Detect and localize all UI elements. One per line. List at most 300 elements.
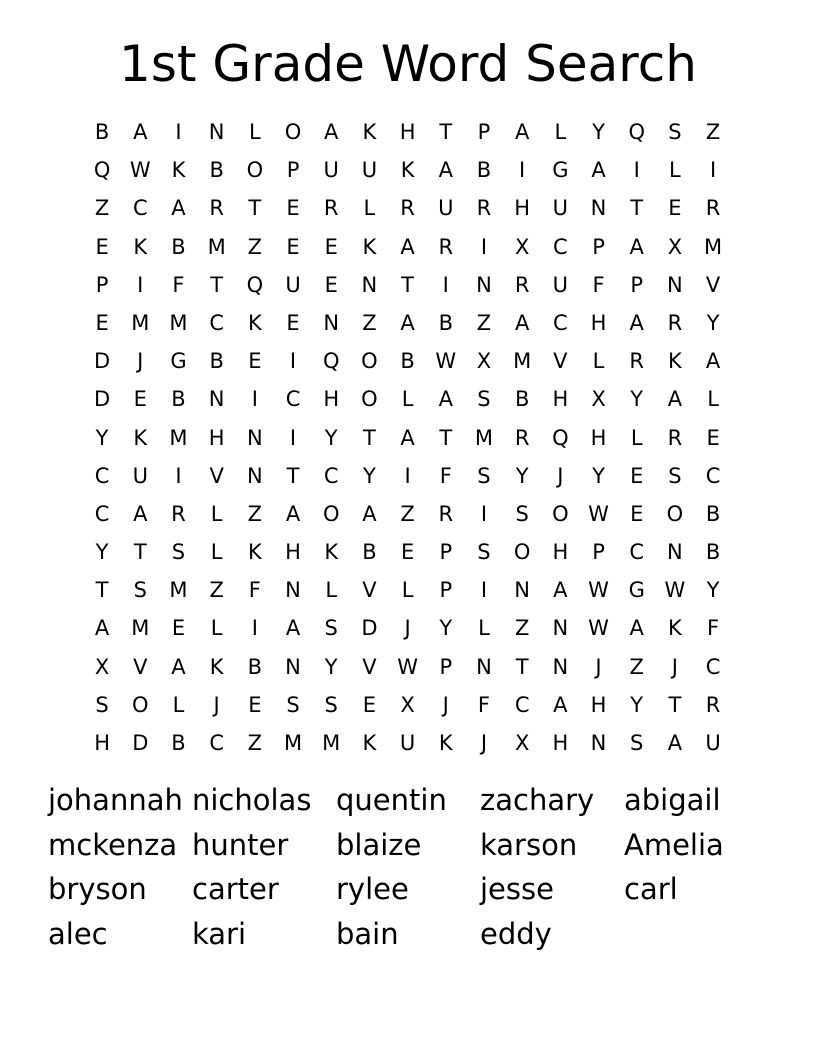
grid-letter: E (400, 540, 415, 565)
grid-letter: C (514, 692, 530, 717)
grid-letter: O (132, 692, 149, 717)
letter-grid (83, 113, 732, 762)
grid-letter: E (171, 616, 186, 641)
grid-letter: L (210, 540, 223, 565)
grid-letter: A (285, 501, 301, 526)
grid-letter: C (629, 540, 645, 565)
grid-letter: A (285, 616, 301, 641)
grid-letter: A (629, 616, 644, 641)
grid-letter: Q (93, 158, 111, 183)
grid-letter: B (209, 349, 224, 374)
grid-letter: H (323, 387, 340, 412)
grid-letter: E (95, 234, 109, 259)
grid-letter: Y (592, 463, 605, 488)
grid-letter: Q (552, 425, 569, 450)
grid-letter: T (286, 463, 300, 488)
grid-letter: B (247, 654, 263, 679)
grid-letter: B (94, 120, 110, 144)
grid-letter: L (401, 578, 414, 603)
grid-letter: L (478, 616, 490, 641)
grid-letter: Y (706, 310, 720, 335)
grid-letter: X (400, 692, 415, 717)
grid-letter: Q (322, 349, 340, 374)
grid-letter: E (286, 310, 300, 335)
grid-letter: Z (247, 731, 263, 755)
grid-letter: S (668, 120, 682, 144)
word-list-item: quentin (336, 783, 447, 817)
grid-letter: S (286, 692, 300, 717)
grid-letter: I (633, 158, 640, 183)
grid-letter: H (399, 120, 416, 144)
grid-letter: T (515, 654, 529, 679)
grid-letter: C (705, 463, 721, 488)
grid-letter: G (628, 578, 645, 603)
grid-letter: M (283, 731, 303, 755)
grid-letter: K (362, 120, 377, 144)
grid-letter: P (477, 120, 491, 144)
grid-letter: Z (400, 501, 415, 526)
grid-letter: N (590, 196, 607, 221)
grid-letter: A (514, 310, 530, 335)
grid-letter: Y (95, 540, 109, 565)
grid-letter: I (442, 272, 449, 297)
grid-letter: B (171, 234, 186, 259)
grid-letter: A (362, 501, 377, 526)
grid-letter: M (207, 234, 226, 259)
grid-letter: W (588, 578, 609, 603)
grid-letter: H (208, 425, 225, 450)
grid-letter: N (285, 578, 301, 603)
grid-letter: J (404, 616, 411, 641)
grid-letter: R (476, 196, 492, 221)
grid-letter: J (442, 692, 449, 717)
grid-letter: Y (630, 387, 644, 412)
grid-letter: R (705, 692, 721, 717)
word-list-item: eddy (480, 916, 552, 951)
word-list-item: johannah (48, 783, 183, 817)
grid-letter: B (514, 387, 530, 412)
grid-letter: Y (362, 463, 376, 488)
grid-letter: F (172, 272, 185, 297)
grid-letter: O (322, 501, 340, 526)
grid-letter: S (515, 501, 529, 526)
grid-letter: P (95, 272, 109, 297)
grid-letter: P (439, 578, 453, 603)
grid-letter: I (480, 501, 488, 526)
grid-letter: O (552, 501, 569, 526)
grid-letter: X (667, 234, 683, 259)
grid-letter: V (362, 578, 377, 603)
grid-letter: H (590, 425, 607, 450)
grid-letter: Z (94, 196, 110, 221)
grid-letter: T (401, 272, 414, 297)
grid-letter: H (285, 540, 301, 565)
grid-letter: E (630, 501, 644, 526)
grid-letter: K (133, 234, 148, 259)
grid-letter: B (171, 387, 186, 412)
grid-letter: E (133, 387, 147, 412)
grid-letter: S (95, 692, 109, 717)
grid-letter: N (590, 731, 607, 755)
grid-letter: A (667, 731, 683, 755)
grid-letter: I (251, 616, 258, 641)
grid-letter: P (439, 540, 453, 565)
grid-letter: U (399, 731, 416, 755)
grid-letter: V (553, 349, 568, 374)
grid-letter: Y (439, 616, 453, 641)
grid-letter: B (438, 310, 453, 335)
grid-letter: S (477, 463, 491, 488)
grid-letter: E (286, 196, 300, 221)
grid-letter: M (169, 310, 188, 335)
grid-letter: K (247, 310, 262, 335)
grid-letter: J (595, 654, 602, 679)
word-list-item: bain (336, 916, 399, 951)
grid-letter: W (129, 158, 151, 183)
grid-letter: Y (324, 425, 338, 450)
word-list-item: carl (624, 872, 678, 906)
grid-letter: A (438, 158, 453, 183)
grid-letter: B (476, 158, 492, 183)
grid-letter: Y (630, 692, 644, 717)
grid-letter: O (284, 120, 302, 144)
word-list-item: blaize (336, 827, 422, 862)
grid-letter: A (400, 310, 415, 335)
grid-letter: A (133, 501, 148, 526)
grid-letter: K (400, 158, 415, 183)
grid-letter: Y (324, 654, 338, 679)
grid-letter: P (439, 654, 453, 679)
grid-letter: Z (209, 578, 224, 603)
page-title: 1st Grade Word Search (119, 35, 697, 93)
grid-letter: E (324, 234, 338, 259)
grid-letter: B (362, 540, 377, 565)
grid-letter: H (552, 731, 569, 755)
grid-letter: A (591, 158, 606, 183)
grid-letter: X (476, 349, 492, 374)
grid-letter: D (132, 731, 149, 755)
word-list-item: bryson (48, 872, 147, 906)
grid-letter: A (324, 120, 339, 144)
grid-letter: K (668, 349, 682, 374)
grid-letter: C (132, 196, 148, 221)
grid-letter: R (705, 196, 721, 221)
grid-letter: H (552, 387, 569, 412)
grid-letter: T (439, 425, 453, 450)
grid-letter: W (435, 349, 457, 374)
grid-letter: L (248, 120, 261, 144)
grid-letter: K (362, 731, 377, 755)
grid-letter: N (552, 616, 569, 641)
grid-letter: C (209, 310, 224, 335)
grid-letter: X (514, 731, 530, 755)
word-list-item: hunter (192, 827, 289, 862)
word-list-item: Amelia (624, 827, 724, 862)
grid-letter: I (519, 158, 526, 183)
grid-letter: I (289, 425, 297, 450)
grid-letter: V (209, 463, 224, 488)
grid-letter: G (552, 158, 569, 183)
grid-letter: F (707, 616, 720, 641)
grid-letter: P (630, 272, 644, 297)
grid-letter: I (251, 387, 258, 412)
grid-letter: B (400, 349, 415, 374)
grid-letter: O (666, 501, 684, 526)
grid-letter: A (514, 120, 530, 144)
grid-letter: Y (95, 425, 109, 450)
grid-letter: I (289, 349, 297, 374)
grid-letter: N (476, 654, 492, 679)
grid-letter: K (209, 654, 224, 679)
grid-letter: Z (247, 234, 263, 259)
word-list-item: kari (192, 916, 247, 951)
grid-letter: U (132, 463, 148, 488)
grid-letter: A (400, 425, 415, 450)
grid-letter: K (247, 540, 262, 565)
grid-letter: I (175, 120, 182, 144)
grid-letter: I (480, 234, 488, 259)
word-list-item: karson (480, 827, 578, 862)
grid-letter: T (133, 540, 147, 565)
grid-letter: R (667, 310, 683, 335)
grid-letter: J (480, 731, 488, 755)
grid-letter: X (94, 654, 110, 679)
grid-letter: U (361, 158, 378, 183)
word-list-item: mckenza (48, 827, 178, 862)
grid-letter: S (171, 540, 186, 565)
grid-letter: H (590, 310, 607, 335)
grid-letter: B (209, 158, 224, 183)
word-list-item: nicholas (192, 783, 312, 817)
grid-letter: K (362, 234, 377, 259)
grid-letter: C (285, 387, 301, 412)
grid-letter: N (667, 540, 683, 565)
grid-letter: A (553, 692, 568, 717)
word-list-item: jesse (480, 872, 554, 906)
word-list-item: carter (192, 872, 279, 906)
grid-letter: F (248, 578, 261, 603)
grid-letter: B (705, 501, 721, 526)
grid-letter: V (133, 654, 148, 679)
grid-letter: B (171, 731, 186, 755)
grid-letter: T (95, 578, 109, 603)
grid-letter: R (400, 196, 415, 221)
grid-letter: L (172, 692, 185, 717)
grid-letter: J (137, 349, 144, 374)
grid-letter: H (514, 196, 531, 221)
grid-letter: N (476, 272, 492, 297)
grid-letter: R (209, 196, 224, 221)
grid-letter: L (325, 578, 338, 603)
grid-letter: P (592, 540, 605, 565)
grid-letter: K (324, 540, 339, 565)
grid-letter: E (324, 272, 338, 297)
grid-letter: F (439, 463, 452, 488)
grid-letter: O (513, 540, 531, 565)
grid-letter: Z (705, 120, 721, 144)
grid-letter: H (590, 692, 607, 717)
word-list-item: zachary (480, 783, 595, 817)
grid-letter: A (94, 616, 110, 641)
grid-letter: X (591, 387, 606, 412)
grid-letter: U (552, 196, 569, 221)
grid-letter: T (362, 425, 376, 450)
grid-letter: S (324, 692, 338, 717)
grid-letter: L (554, 120, 567, 144)
grid-letter: A (553, 578, 568, 603)
grid-letter: R (629, 349, 645, 374)
grid-letter: D (94, 349, 111, 374)
grid-letter: D (361, 616, 378, 641)
grid-letter: M (513, 349, 532, 374)
grid-letter: N (667, 272, 683, 297)
grid-letter: L (592, 349, 605, 374)
grid-letter: T (210, 272, 224, 297)
grid-letter: C (94, 463, 110, 488)
grid-letter: M (322, 731, 341, 755)
grid-letter: E (706, 425, 720, 450)
grid-letter: N (208, 387, 225, 412)
grid-letter: O (361, 349, 378, 374)
grid-letter: A (629, 234, 644, 259)
grid-letter: L (669, 158, 681, 183)
grid-letter: T (668, 692, 682, 717)
grid-letter: N (208, 120, 225, 144)
grid-letter: Z (362, 310, 377, 335)
grid-letter: A (133, 120, 148, 144)
grid-letter: J (213, 692, 220, 717)
grid-letter: P (592, 234, 605, 259)
grid-letter: J (671, 654, 678, 679)
grid-letter: A (400, 234, 415, 259)
grid-letter: F (592, 272, 605, 297)
grid-letter: I (480, 578, 488, 603)
grid-letter: C (705, 654, 721, 679)
grid-letter: C (553, 234, 568, 259)
grid-letter: D (94, 387, 111, 412)
grid-letter: C (323, 463, 339, 488)
grid-letter: Y (592, 120, 605, 144)
grid-letter: I (709, 158, 717, 183)
grid-letter: K (171, 158, 186, 183)
grid-letter: S (477, 387, 491, 412)
grid-letter: U (438, 196, 454, 221)
grid-letter: E (95, 310, 109, 335)
word-list-item: rylee (336, 872, 409, 906)
grid-letter: E (362, 692, 377, 717)
grid-letter: H (94, 731, 110, 755)
grid-letter: Q (246, 272, 264, 297)
grid-letter: N (323, 310, 340, 335)
word-list-item: alec (48, 916, 108, 951)
grid-letter: K (438, 731, 453, 755)
grid-letter: O (246, 158, 264, 183)
grid-letter: Y (515, 463, 529, 488)
grid-letter: W (664, 578, 686, 603)
grid-letter: I (175, 463, 182, 488)
grid-letter: I (137, 272, 144, 297)
grid-letter: S (668, 463, 682, 488)
grid-letter: C (209, 731, 224, 755)
grid-letter: M (169, 578, 188, 603)
grid-letter: V (362, 654, 377, 679)
grid-letter: K (668, 616, 682, 641)
grid-letter: S (630, 731, 644, 755)
word-list (48, 778, 768, 956)
grid-letter: M (131, 310, 150, 335)
grid-letter: R (323, 196, 339, 221)
grid-letter: R (171, 501, 186, 526)
grid-letter: G (170, 349, 187, 374)
grid-letter: Z (629, 654, 644, 679)
grid-letter: W (397, 654, 418, 679)
grid-letter: R (438, 501, 454, 526)
grid-letter: M (169, 425, 188, 450)
word-list-item: abigail (624, 783, 721, 817)
grid-letter: E (248, 692, 262, 717)
grid-letter: T (248, 196, 262, 221)
grid-letter: Q (628, 120, 645, 144)
grid-letter: A (171, 196, 186, 221)
grid-letter: L (707, 387, 719, 412)
grid-letter: L (210, 501, 223, 526)
grid-letter: N (514, 578, 531, 603)
grid-letter: N (246, 463, 263, 488)
grid-letter: N (285, 654, 301, 679)
grid-letter: U (552, 272, 569, 297)
grid-letter: H (552, 540, 569, 565)
grid-letter: R (438, 234, 454, 259)
grid-letter: R (514, 272, 530, 297)
grid-letter: S (477, 540, 491, 565)
grid-letter: A (667, 387, 683, 412)
grid-letter: L (363, 196, 376, 221)
grid-letter: A (438, 387, 453, 412)
grid-letter: A (629, 310, 644, 335)
grid-letter: Z (514, 616, 530, 641)
grid-letter: S (324, 616, 338, 641)
grid-letter: U (705, 731, 721, 755)
grid-letter: C (94, 501, 110, 526)
grid-letter: W (588, 501, 609, 526)
grid-letter: L (630, 425, 643, 450)
grid-letter: E (248, 349, 262, 374)
grid-letter: O (361, 387, 378, 412)
grid-letter: N (552, 654, 569, 679)
grid-letter: K (133, 425, 148, 450)
grid-letter: F (477, 692, 491, 717)
grid-letter: Z (247, 501, 263, 526)
grid-letter: W (588, 616, 609, 641)
grid-letter: E (286, 234, 300, 259)
grid-letter: A (171, 654, 186, 679)
grid-letter: A (705, 349, 721, 374)
grid-letter: S (133, 578, 147, 603)
grid-letter: T (439, 120, 453, 144)
grid-letter: U (323, 158, 339, 183)
grid-letter: L (210, 616, 223, 641)
grid-letter: J (557, 463, 564, 488)
grid-letter: X (514, 234, 530, 259)
grid-letter: C (553, 310, 568, 335)
grid-letter: I (404, 463, 411, 488)
grid-letter: N (246, 425, 263, 450)
grid-letter: U (285, 272, 301, 297)
grid-letter: L (401, 387, 414, 412)
grid-letter: N (361, 272, 378, 297)
grid-letter: R (514, 425, 530, 450)
grid-letter: M (704, 234, 723, 259)
